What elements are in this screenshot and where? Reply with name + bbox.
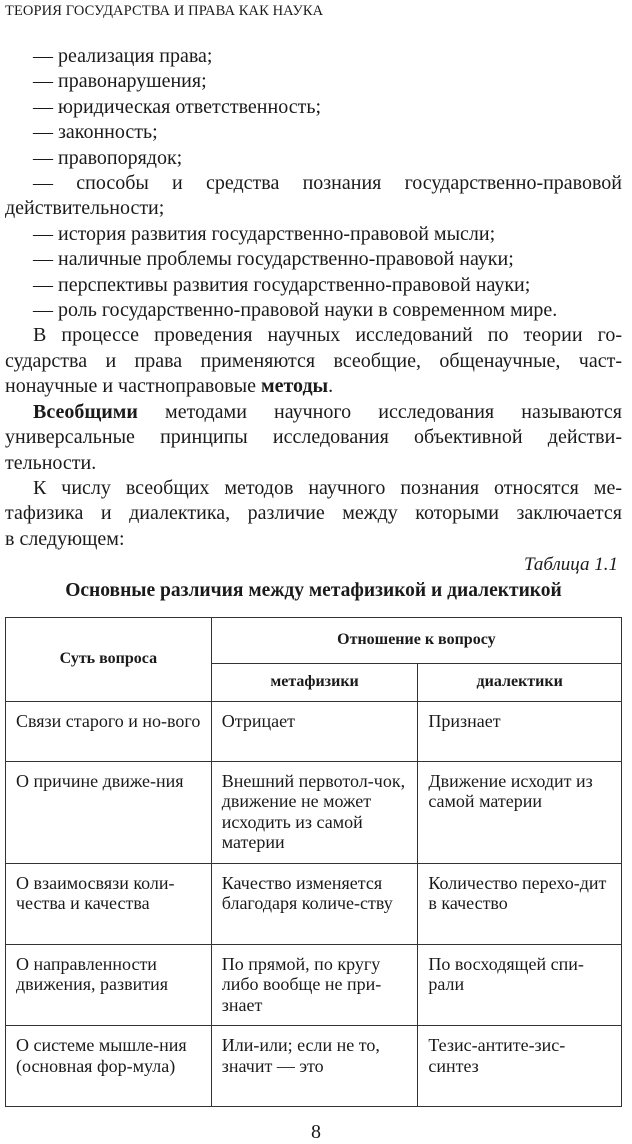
header-metaphysics: метафизики	[211, 664, 418, 702]
list-item: — правонарушения;	[33, 70, 207, 93]
list-item: — роль государственно-правовой науки в современном мире.	[33, 299, 558, 322]
table-row	[6, 863, 622, 944]
cell-dialectics: Движение исходит из самой материи	[418, 761, 622, 863]
list-item: — реализация права;	[33, 45, 213, 67]
list-item: — перспективы развития государственно-правовой науки;	[33, 273, 531, 296]
cell-question: О системе мышле-ния (основная фор-мула)	[6, 1026, 212, 1107]
list-item: — законность;	[33, 121, 158, 144]
paragraph-line	[5, 400, 622, 425]
paragraph-line: тельности.	[5, 451, 97, 474]
cell-question: О взаимосвязи коли-чества и качества	[6, 863, 212, 944]
paragraph-line: в следующем:	[5, 527, 125, 550]
text: методами научного исследования называются	[137, 400, 622, 423]
cell-question: Связи старого и но-вого	[6, 701, 212, 761]
paragraph-line: тафизика и диалектика, различие между которыми заключается	[5, 502, 622, 525]
paragraph-line: В процессе проведения научных исследований по теории го-	[33, 324, 622, 347]
cell-metaphysics: Или-или; если не то, значит — это	[211, 1026, 418, 1107]
list-item-continuation: действительности;	[5, 197, 165, 220]
table-row	[6, 701, 622, 761]
header-relation: Отношение к вопросу	[211, 618, 621, 664]
table-row	[6, 1026, 622, 1107]
cell-metaphysics: Внешний первотол-чок, движение не может исходить из самой материи	[211, 761, 418, 863]
text: нонаучные и частноправовые	[5, 375, 261, 398]
paragraph-line: сударства и права применяются всеобщие, общенаучные, част-	[5, 349, 622, 372]
paragraph-line	[5, 374, 622, 399]
header-dialectics: диалектики	[418, 664, 622, 702]
table-caption: Таблица 1.1	[524, 554, 618, 576]
list-item: — наличные проблемы государственно-правовой науки;	[33, 248, 514, 271]
cell-question: О направленности движения, развития	[6, 944, 212, 1026]
list-item: — способы и средства познания государственно-правовой	[33, 172, 622, 195]
running-head: ТЕОРИЯ ГОСУДАРСТВА И ПРАВА КАК НАУКА	[5, 3, 324, 19]
cell-metaphysics: По прямой, по кругу либо вообще не при-знает	[211, 944, 418, 1026]
cell-metaphysics: Отрицает	[211, 701, 418, 761]
text: .	[328, 375, 334, 398]
table-row	[6, 761, 622, 863]
cell-metaphysics: Качество изменяется благодаря количе-ству	[211, 863, 418, 944]
paragraph-line: универсальные принципы исследования объективной действи-	[5, 426, 622, 449]
cell-dialectics: Тезис-антите-зис-синтез	[418, 1026, 622, 1107]
paragraph-line: К числу всеобщих методов научного познания относятся ме-	[33, 476, 622, 499]
list-item: — юридическая ответственность;	[33, 95, 322, 118]
page-number: 8	[311, 1121, 321, 1143]
cell-dialectics: Признает	[418, 701, 622, 761]
bold-term: Всеобщими	[33, 400, 138, 423]
list-item: — правопорядок;	[33, 146, 183, 169]
comparison-table	[5, 617, 622, 1107]
table-title: Основные различия между метафизикой и диалектикой	[65, 579, 562, 601]
cell-dialectics: По восходящей спи-рали	[418, 944, 622, 1026]
body-text	[5, 44, 622, 603]
table-row	[6, 944, 622, 1026]
cell-question: О причине движе-ния	[6, 761, 212, 863]
cell-dialectics: Количество перехо-дит в качество	[418, 863, 622, 944]
header-question: Суть вопроса	[6, 618, 212, 702]
bold-term: методы	[260, 375, 329, 398]
list-item: — история развития государственно-правовой мысли;	[33, 222, 496, 245]
